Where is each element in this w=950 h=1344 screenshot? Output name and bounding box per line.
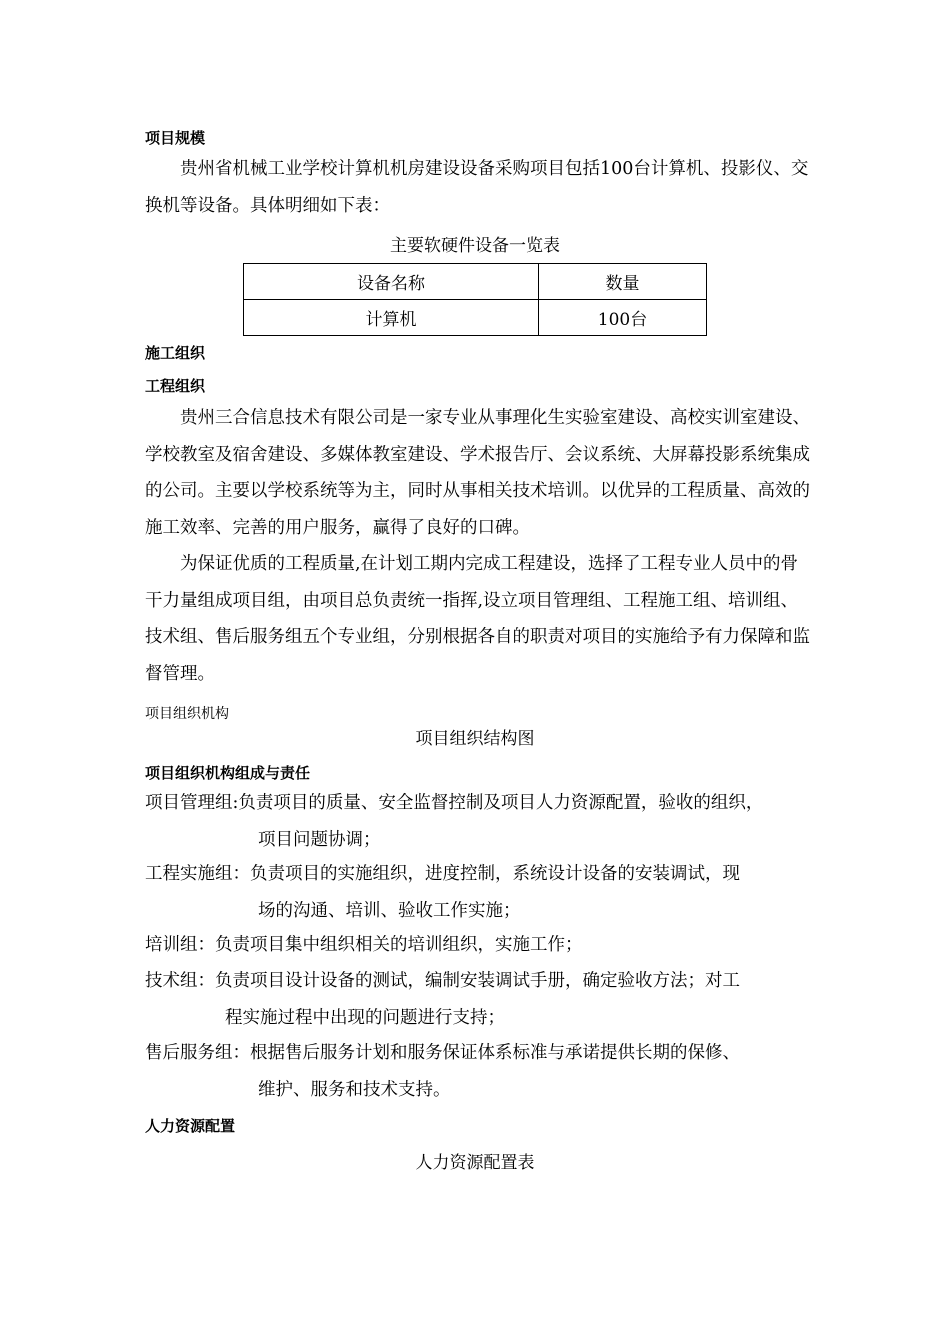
role-training	[145, 927, 825, 964]
role-line: 项目管理组:负责项目的质量、安全监督控制及项目人力资源配置，验收的组织，	[145, 793, 764, 813]
role-line: 场的沟通、培训、验收工作实施；	[258, 900, 521, 921]
table-cell: 计算机	[244, 300, 539, 336]
engineering-paragraph-2: 为保证优质的工程质量,在计划工期内完成工程建设，选择了工程专业人员中的骨干力量组成项目组，由项目总负责统一指挥,设立项目管理组、工程施工组、培训组、技术组、售后服务组五个专业组，分别根据各自的职责对项目的实施给予有力保障和监督管理。	[145, 554, 810, 684]
table-row	[244, 300, 707, 336]
hr-table-caption: 人力资源配置表	[415, 1153, 535, 1173]
role-management	[145, 785, 825, 858]
equipment-table	[243, 263, 707, 336]
hr-heading: 人力资源配置	[145, 1117, 236, 1135]
role-line: 技术组：负责项目设计设备的测试，编制安装调试手册，确定验收方法；对工	[145, 971, 740, 991]
scale-paragraph: 贵州省机械工业学校计算机机房建设设备采购项目包括100台计算机、投影仪、交换机等设备。具体明细如下表：	[145, 159, 809, 216]
role-line: 售后服务组：根据售后服务计划和服务保证体系标准与承诺提供长期的保修、	[145, 1043, 740, 1063]
engineering-paragraph-1: 贵州三合信息技术有限公司是一家专业从事理化生实验室建设、高校实训室建设、学校教室及宿舍建设、多媒体教室建设、学术报告厅、会议系统、大屏幕投影系统集成的公司。主要以学校系统等为主，同时从事相关技术培训。以优异的工程质量、高效的施工效率、完善的用户服务，赢得了良好的口碑。	[145, 408, 810, 538]
role-after-sales	[145, 1035, 825, 1108]
scale-heading: 项目规模	[145, 129, 206, 147]
role-line: 工程实施组：负责项目的实施组织，进度控制，系统设计设备的安装调试，现	[145, 864, 740, 884]
table-header-row	[244, 264, 707, 300]
engineering-heading: 工程组织	[145, 377, 206, 395]
role-line: 培训组：负责项目集中组织相关的培训组织，实施工作；	[145, 935, 583, 955]
table-cell: 100台	[539, 300, 707, 336]
org-chart-caption: 项目组织结构图	[415, 729, 535, 749]
org-duty-heading: 项目组织机构组成与责任	[145, 764, 311, 782]
role-line: 程实施过程中出现的问题进行支持；	[225, 1007, 505, 1028]
role-implementation	[145, 856, 825, 929]
org-label: 项目组织机构	[145, 706, 229, 722]
role-technical	[145, 963, 825, 1036]
role-line: 项目问题协调；	[258, 829, 381, 850]
role-line: 维护、服务和技术支持。	[258, 1079, 451, 1100]
table-header-cell: 数量	[539, 264, 707, 300]
construction-heading: 施工组织	[145, 344, 206, 362]
equipment-table-caption: 主要软硬件设备一览表	[390, 236, 560, 256]
table-header-cell: 设备名称	[244, 264, 539, 300]
